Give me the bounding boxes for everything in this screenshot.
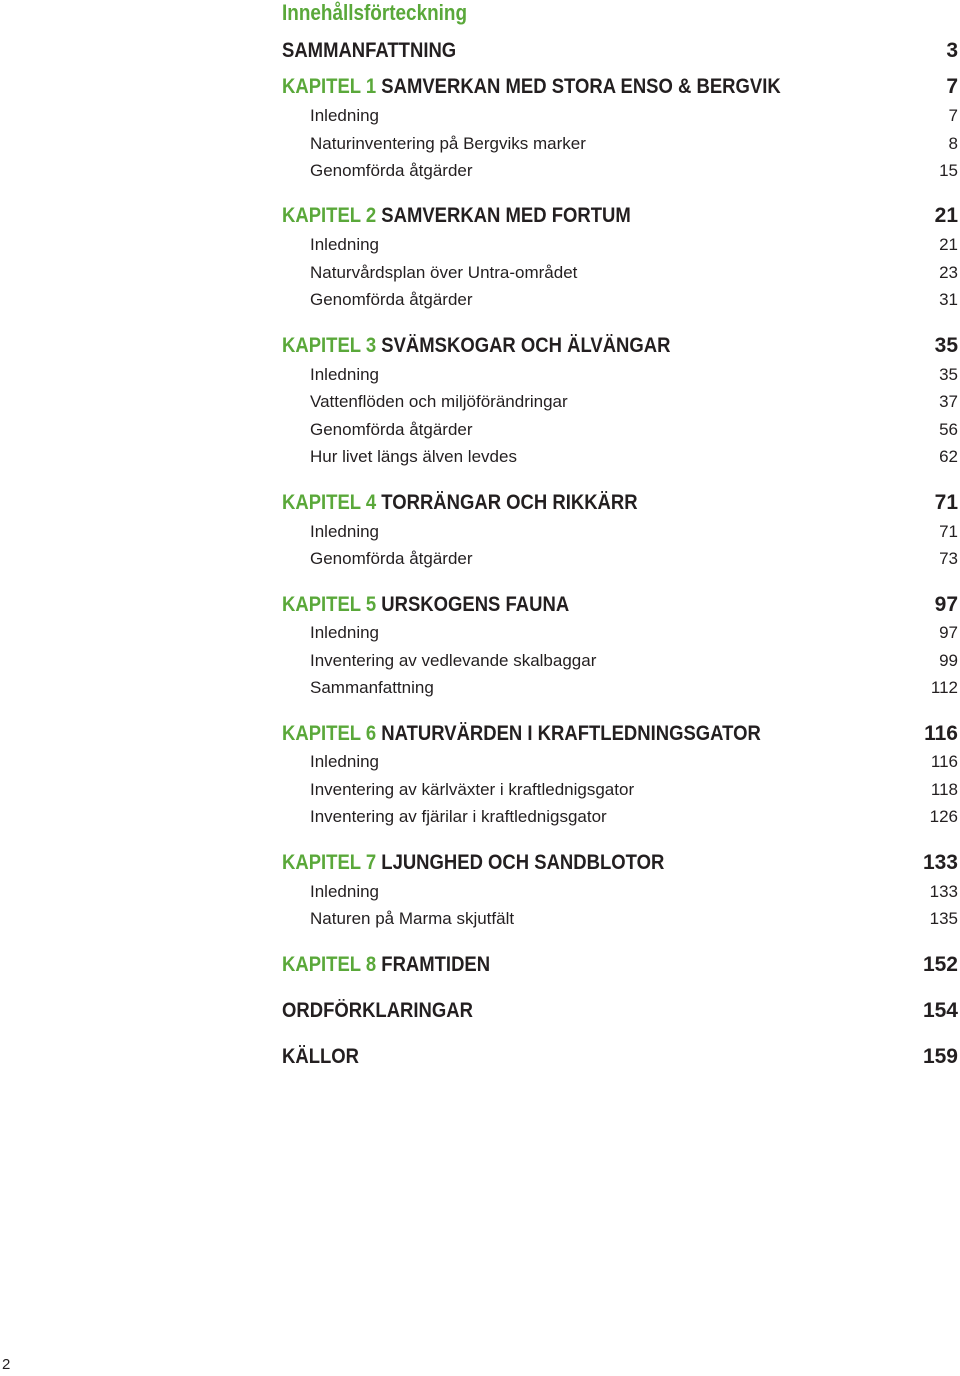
entry-page: 3 (946, 39, 958, 62)
toc-subentry[interactable] (282, 446, 958, 468)
chapter-page: 152 (922, 953, 958, 976)
subentry-page: 56 (939, 420, 958, 439)
toc-chapter-5[interactable] (282, 592, 958, 618)
chapter-title: LJUNGHED OCH SANDBLOTOR (381, 851, 665, 874)
chapter-title: TORRÄNGAR OCH RIKKÄRR (381, 491, 638, 514)
chapter-prefix: KAPITEL 1 (282, 75, 377, 98)
subentry-title: Sammanfattning (310, 678, 434, 697)
chapter-title: SAMVERKAN MED STORA ENSO & BERGVIK (381, 75, 781, 98)
toc-subentry[interactable] (282, 751, 958, 773)
entry-title: ORDFÖRKLARINGAR (282, 999, 473, 1022)
subentry-title: Naturen på Marma skjutfält (310, 909, 515, 928)
subentry-title: Inledning (310, 882, 380, 901)
toc-chapter-4[interactable] (282, 490, 958, 516)
subentry-page: 126 (929, 807, 958, 826)
page-title: Innehållsförteckning (282, 0, 468, 25)
subentry-title: Inledning (310, 623, 380, 642)
subentry-title: Inventering av vedlevande skalbaggar (310, 651, 597, 670)
chapter-page: 97 (934, 593, 958, 616)
entry-page: 154 (922, 999, 958, 1022)
toc-entry-ordforklaringar[interactable] (282, 998, 958, 1024)
toc-chapter-1[interactable] (282, 74, 958, 100)
subentry-title: Inledning (310, 752, 380, 771)
chapter-page: 133 (922, 851, 958, 874)
toc-subentry[interactable] (282, 289, 958, 311)
chapter-title: URSKOGENS FAUNA (381, 593, 570, 616)
chapter-title: FRAMTIDEN (381, 953, 491, 976)
toc-subentry[interactable] (282, 133, 958, 155)
subentry-title: Inledning (310, 106, 380, 125)
subentry-title: Genomförda åtgärder (310, 290, 473, 309)
subentry-page: 31 (939, 290, 958, 309)
toc-subentry[interactable] (282, 622, 958, 644)
toc-subentry[interactable] (282, 364, 958, 386)
chapter-prefix: KAPITEL 5 (282, 593, 377, 616)
subentry-title: Naturinventering på Bergviks marker (310, 134, 586, 153)
subentry-page: 35 (939, 365, 958, 384)
toc-subentry[interactable] (282, 391, 958, 413)
toc-subentry[interactable] (282, 881, 958, 903)
subentry-page: 71 (939, 522, 958, 541)
subentry-title: Inventering av kärlväxter i kraftlednigsgator (310, 780, 635, 799)
page-number: 2 (2, 1356, 11, 1373)
subentry-page: 97 (939, 623, 958, 642)
subentry-page: 21 (939, 235, 958, 254)
toc-chapter-2[interactable] (282, 203, 958, 229)
chapter-page: 7 (946, 75, 958, 98)
subentry-page: 7 (948, 106, 958, 125)
subentry-title: Hur livet längs älven levdes (310, 447, 517, 466)
subentry-page: 118 (930, 780, 958, 799)
toc-subentry[interactable] (282, 105, 958, 127)
subentry-title: Naturvårdsplan över Untra-området (310, 263, 578, 282)
subentry-page: 112 (930, 678, 958, 697)
subentry-page: 116 (930, 752, 958, 771)
subentry-title: Inledning (310, 522, 380, 541)
chapter-prefix: KAPITEL 3 (282, 334, 377, 357)
subentry-page: 37 (939, 392, 958, 411)
subentry-page: 73 (939, 549, 958, 568)
subentry-title: Inventering av fjärilar i kraftlednigsgator (310, 807, 607, 826)
toc-subentry[interactable] (282, 234, 958, 256)
toc-subentry[interactable] (282, 160, 958, 182)
subentry-title: Inledning (310, 235, 380, 254)
toc-chapter-7[interactable] (282, 850, 958, 876)
toc-entry-sammanfattning[interactable] (282, 38, 958, 64)
toc-chapter-8[interactable] (282, 952, 958, 978)
chapter-page: 35 (934, 334, 958, 357)
toc-subentry[interactable] (282, 521, 958, 543)
toc-subentry[interactable] (282, 779, 958, 801)
chapter-prefix: KAPITEL 7 (282, 851, 377, 874)
toc-subentry[interactable] (282, 262, 958, 284)
chapter-title: NATURVÄRDEN I KRAFTLEDNINGSGATOR (381, 722, 761, 745)
chapter-page: 21 (934, 204, 958, 227)
toc-subentry[interactable] (282, 806, 958, 828)
toc-chapter-6[interactable] (282, 721, 958, 747)
toc-subentry[interactable] (282, 548, 958, 570)
entry-title: SAMMANFATTNING (282, 39, 457, 62)
subentry-page: 23 (939, 263, 958, 282)
entry-page: 159 (922, 1045, 958, 1068)
chapter-prefix: KAPITEL 8 (282, 953, 377, 976)
toc-entry-kallor[interactable] (282, 1044, 958, 1070)
subentry-page: 8 (948, 134, 958, 153)
chapter-prefix: KAPITEL 2 (282, 204, 377, 227)
chapter-title: SAMVERKAN MED FORTUM (381, 204, 631, 227)
subentry-page: 135 (929, 909, 958, 928)
entry-title: KÄLLOR (282, 1045, 359, 1068)
subentry-page: 99 (939, 651, 958, 670)
chapter-prefix: KAPITEL 6 (282, 722, 377, 745)
subentry-title: Vattenflöden och miljöförändringar (310, 392, 568, 411)
toc-subentry[interactable] (282, 677, 958, 699)
subentry-title: Genomförda åtgärder (310, 420, 473, 439)
subentry-title: Genomförda åtgärder (310, 549, 473, 568)
toc-subentry[interactable] (282, 908, 958, 930)
subentry-page: 62 (939, 447, 958, 466)
toc-chapter-3[interactable] (282, 333, 958, 359)
subentry-page: 133 (929, 882, 958, 901)
chapter-prefix: KAPITEL 4 (282, 491, 377, 514)
chapter-title: SVÄMSKOGAR OCH ÄLVÄNGAR (381, 334, 671, 357)
chapter-page: 116 (924, 722, 958, 745)
toc-subentry[interactable] (282, 650, 958, 672)
chapter-page: 71 (934, 491, 958, 514)
toc-subentry[interactable] (282, 419, 958, 441)
subentry-title: Genomförda åtgärder (310, 161, 473, 180)
subentry-title: Inledning (310, 365, 380, 384)
subentry-page: 15 (939, 161, 958, 180)
